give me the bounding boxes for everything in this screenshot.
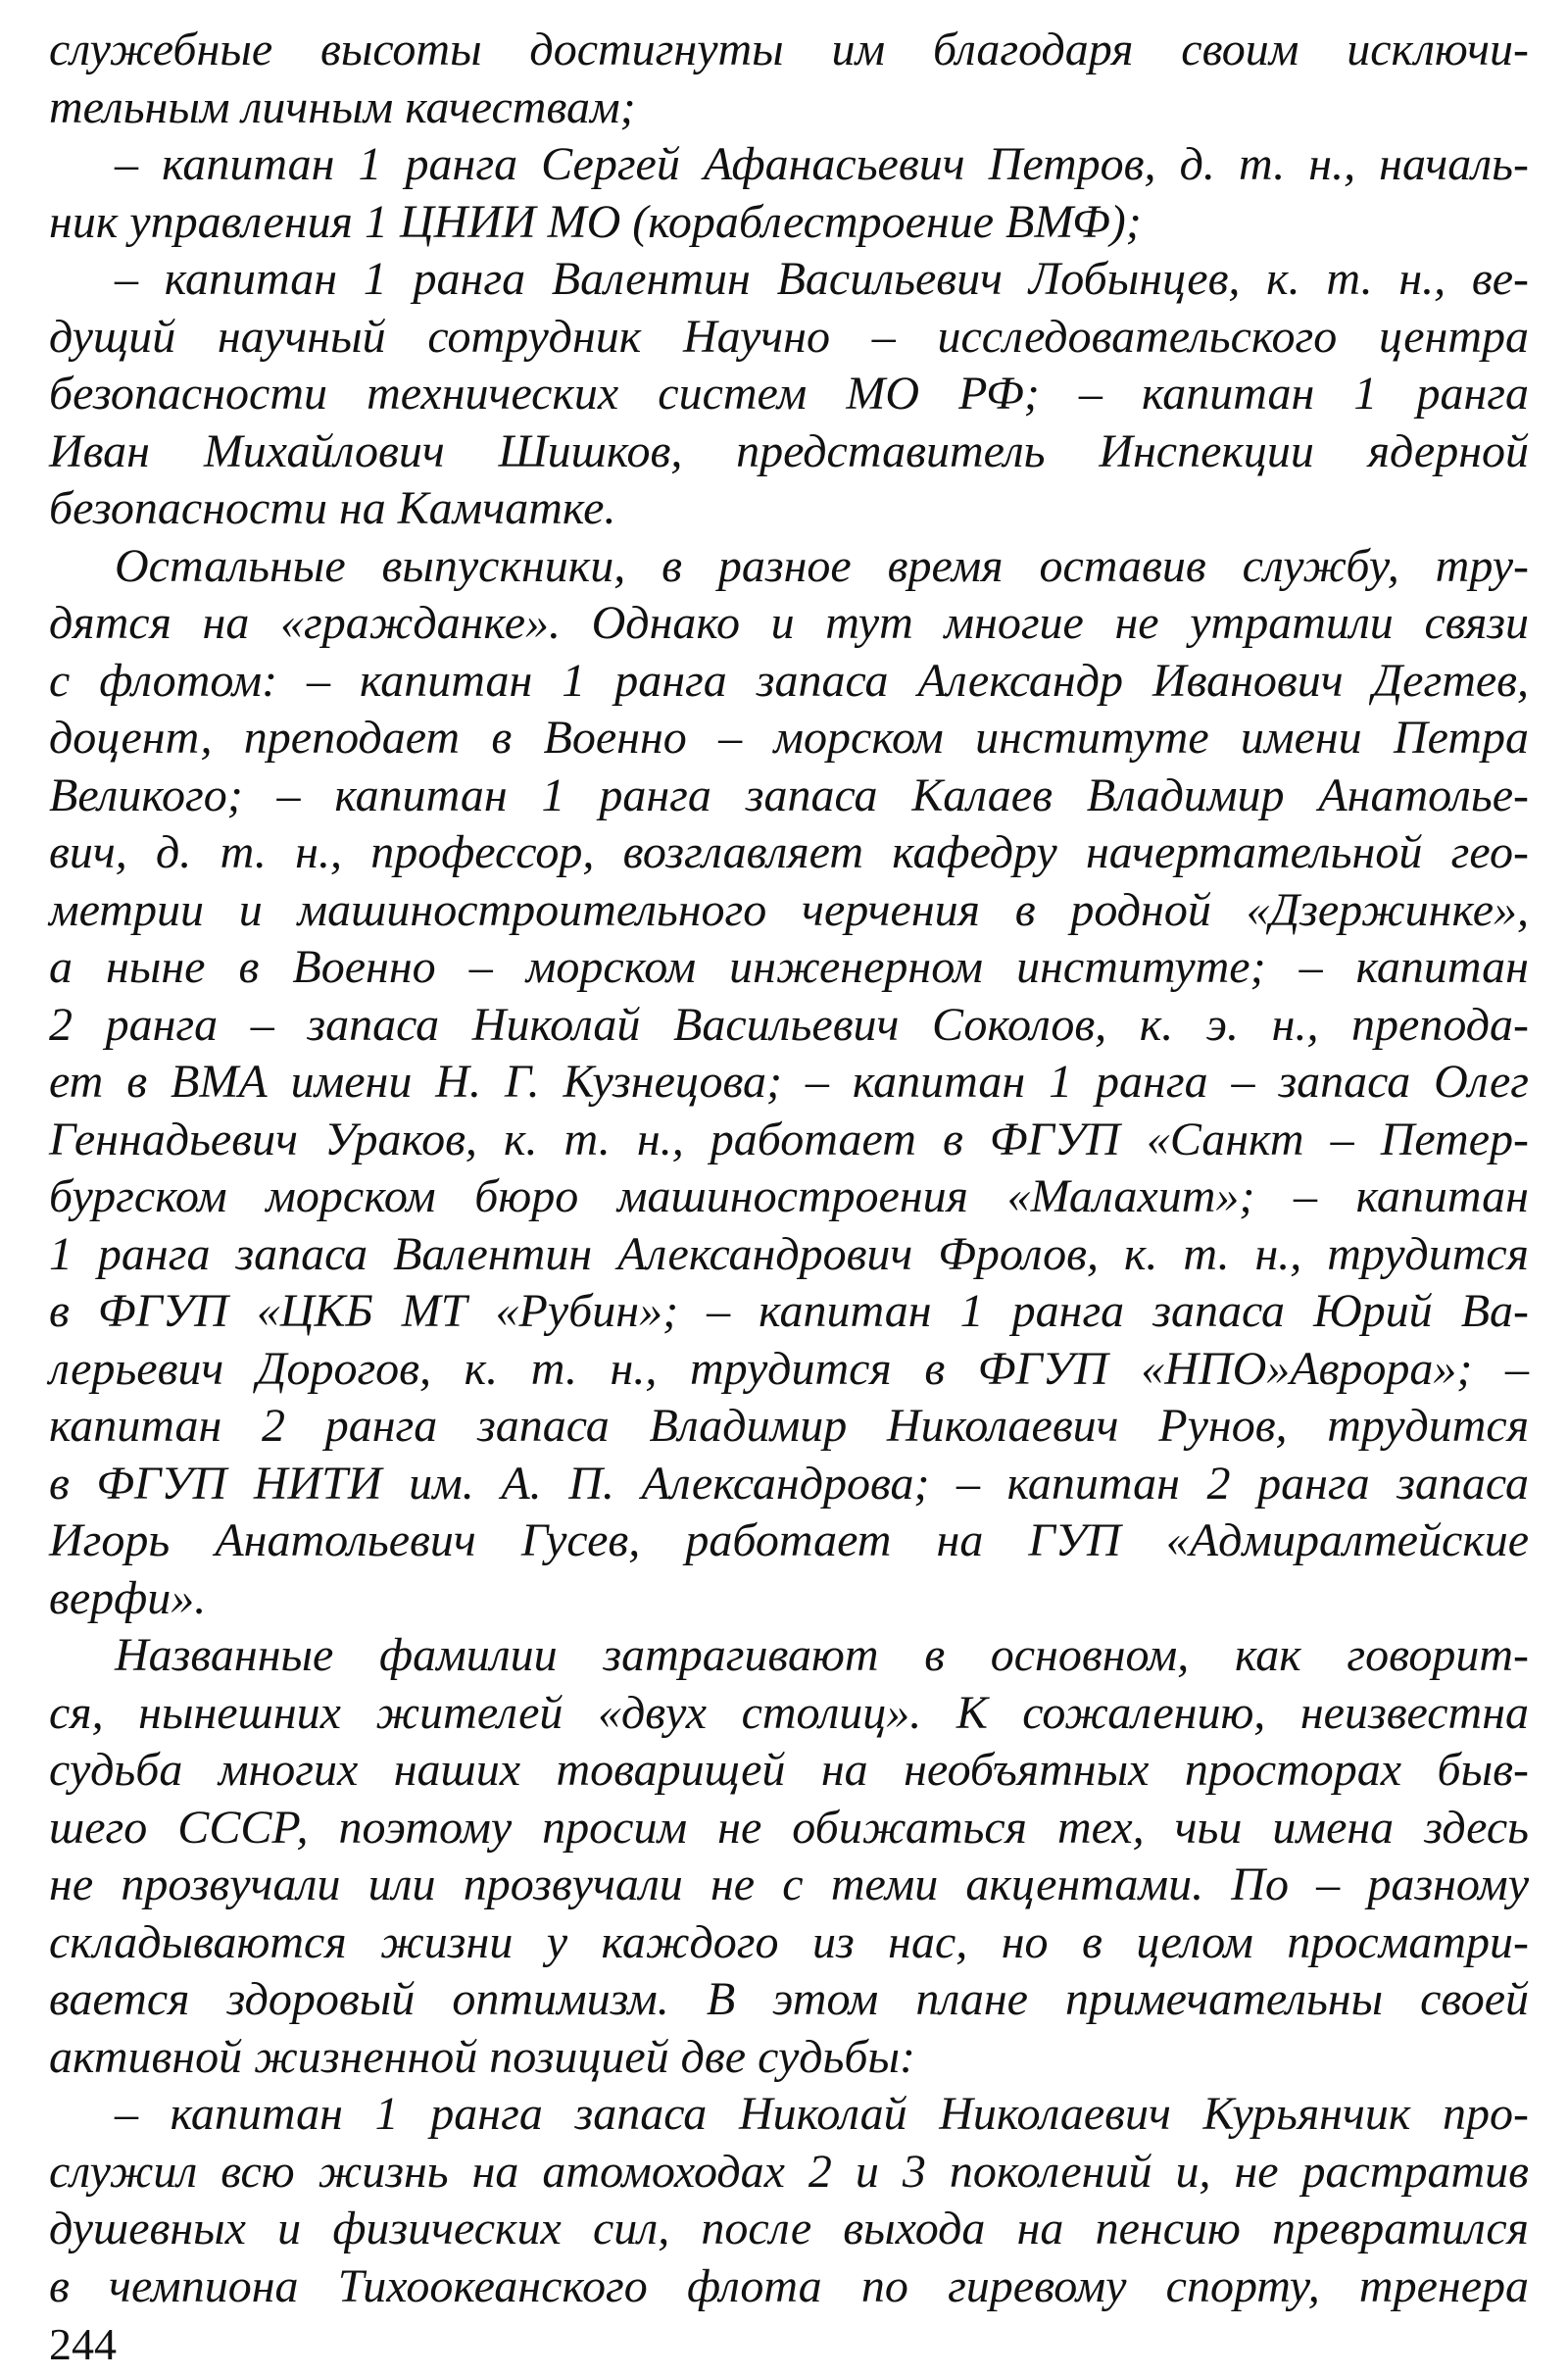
text-line: ся, нынешних жителей «двух столиц». К сожалению, неизвестна <box>49 1686 1529 1739</box>
text-line: 2 ранга – запаса Николай Васильевич Соколов, к. э. н., препода- <box>49 998 1529 1051</box>
text-line: в ФГУП «ЦКБ МТ «Рубин»; – капитан 1 ранга запаса Юрий Ва- <box>49 1285 1529 1337</box>
text-line: в ФГУП НИТИ им. А. П. Александрова; – капитан 2 ранга запаса <box>49 1457 1529 1510</box>
text-line: служебные высоты достигнуты им благодаря своим исключи- <box>49 24 1529 75</box>
text-line: складываются жизни у каждого из нас, но в целом просматри- <box>49 1915 1529 1968</box>
text-line: безопасности технических систем МО РФ; – капитан 1 ранга <box>49 368 1529 420</box>
text-line: – капитан 1 ранга Сергей Афанасьевич Петров, д. т. н., началь- <box>115 138 1529 190</box>
text-line: ет в ВМА имени Н. Г. Кузнецова; – капитан 1 ранга – запаса Олег <box>49 1056 1529 1108</box>
text-line: – капитан 1 ранга Валентин Васильевич Лобынцев, к. т. н., ве- <box>115 253 1529 305</box>
text-line: дущий научный сотрудник Научно – исследовательского центра <box>49 310 1529 363</box>
text-line: Остальные выпускники, в разное время оставив службу, тру- <box>115 539 1529 592</box>
paragraph <box>49 1627 1529 2086</box>
text-line: служил всю жизнь на атомоходах 2 и 3 поколений и, не растратив <box>49 2145 1529 2198</box>
page-text <box>49 22 1529 2315</box>
text-line: 1 ранга запаса Валентин Александрович Фролов, к. т. н., трудится <box>49 1227 1529 1280</box>
text-line: душевных и физических сил, после выхода на пенсию превратился <box>49 2203 1529 2254</box>
text-line: безопасности на Камчатке. <box>49 482 616 534</box>
paragraph <box>49 251 1529 538</box>
text-line: ник управления 1 ЦНИИ МО (кораблестроение ВМФ); <box>49 195 1142 248</box>
text-line: не прозвучали или прозвучали не с теми акцентами. По – разному <box>49 1858 1529 1910</box>
text-line: шего СССР, поэтому просим не обижаться тех, чьи имена здесь <box>49 1801 1529 1854</box>
text-line: Геннадьевич Ураков, к. т. н., работает в ФГУП «Санкт – Петер- <box>49 1113 1529 1165</box>
text-line: доцент, преподает в Военно – морском институте имени Петра <box>49 712 1529 764</box>
text-line: лерьевич Дорогов, к. т. н., трудится в ФГУП «НПО»Аврора»; – <box>49 1342 1529 1395</box>
paragraph <box>49 22 1529 136</box>
text-line: Иван Михайлович Шишков, представитель Инспекции ядерной <box>49 424 1529 477</box>
paragraph <box>49 538 1529 1628</box>
text-line: с флотом: – капитан 1 ранга запаса Александр Иванович Дегтев, <box>49 654 1529 707</box>
text-line: а ныне в Военно – морском инженерном институте; – капитан <box>49 941 1529 993</box>
text-line: Игорь Анатольевич Гусев, работает на ГУП «Адмиралтейские <box>49 1514 1529 1566</box>
text-line: верфи». <box>49 1571 207 1624</box>
text-line: Названные фамилии затрагивают в основном, как говорит- <box>115 1629 1529 1681</box>
text-line: дятся на «гражданке». Однако и тут многие не утратили связи <box>49 597 1529 649</box>
text-line: метрии и машиностроительного черчения в родной «Дзержинке», <box>49 883 1529 936</box>
text-line: капитан 2 ранга запаса Владимир Николаевич Рунов, трудится <box>49 1400 1529 1452</box>
text-line: в чемпиона Тихоокеанского флота по гиревому спорту, тренера <box>49 2259 1529 2312</box>
text-line: тельным личным качествам; <box>49 80 636 133</box>
text-line: Великого; – капитан 1 ранга запаса Калаев Владимир Анатолье- <box>49 768 1529 821</box>
page-number: 244 <box>49 2319 117 2369</box>
text-line: бургском морском бюро машиностроения «Малахит»; – капитан <box>49 1170 1529 1222</box>
text-line: – капитан 1 ранга запаса Николай Николаевич Курьянчик про- <box>115 2088 1529 2140</box>
text-line: вается здоровый оптимизм. В этом плане примечательны своей <box>49 1973 1529 2025</box>
text-line: вич, д. т. н., профессор, возглавляет кафедру начертательной гео- <box>49 826 1529 878</box>
paragraph <box>49 136 1529 251</box>
text-line: судьба многих наших товарищей на необъятных просторах быв- <box>49 1744 1529 1796</box>
paragraph <box>49 2086 1529 2315</box>
text-line: активной жизненной позицией две судьбы: <box>49 2030 915 2083</box>
